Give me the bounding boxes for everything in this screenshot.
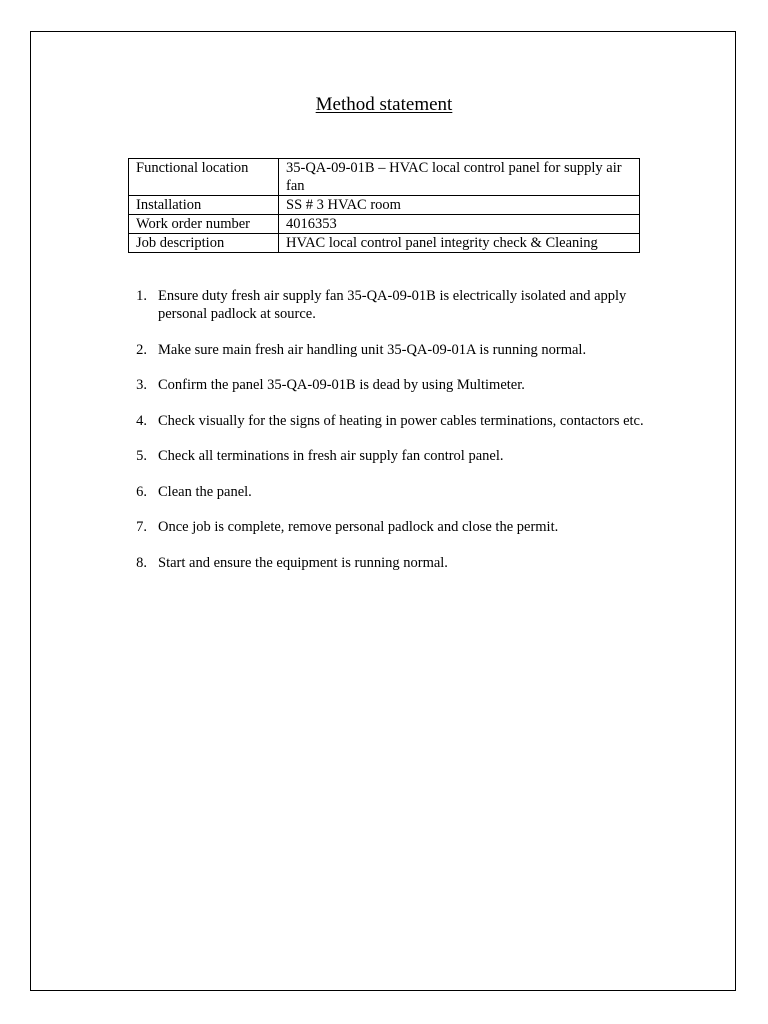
step-text: Start and ensure the equipment is running normal. (158, 554, 448, 571)
list-item (128, 518, 658, 536)
list-item (128, 483, 658, 501)
page-title (0, 93, 768, 117)
step-number: 8. (136, 554, 147, 571)
steps-list (128, 287, 658, 589)
step-text: Make sure main fresh air handling unit 35-QA-09-01A is running normal. (158, 341, 587, 358)
table-value-cell: HVAC local control panel integrity check & Cleaning (279, 234, 640, 253)
list-item (128, 447, 658, 465)
table-label-cell: Job description (129, 234, 279, 253)
table-label-cell: Functional location (129, 159, 279, 196)
step-text: Check visually for the signs of heating in power cables terminations, contactors etc. (158, 412, 644, 429)
step-text: Clean the panel. (158, 483, 252, 500)
table-value-cell: 35-QA-09-01B – HVAC local control panel for supply air fan (279, 159, 640, 196)
table-row (129, 159, 640, 196)
step-number: 6. (136, 483, 147, 500)
table-row (129, 196, 640, 215)
list-item (128, 554, 658, 572)
list-item (128, 376, 658, 394)
list-item (128, 412, 658, 430)
step-text: Confirm the panel 35-QA-09-01B is dead by using Multimeter. (158, 377, 525, 393)
list-item (128, 287, 658, 323)
table-row (129, 234, 640, 253)
step-number: 4. (136, 412, 147, 429)
table-value-cell: SS # 3 HVAC room (279, 196, 640, 215)
page-title-text: Method statement (315, 94, 453, 115)
step-text: Ensure duty fresh air supply fan 35-QA-09-01B is electrically isolated and apply personal padlock at source. (158, 288, 627, 322)
table-row (129, 215, 640, 234)
table-label-cell: Work order number (129, 215, 279, 234)
step-number: 3. (136, 377, 147, 393)
step-number: 1. (136, 288, 147, 304)
step-text: Once job is complete, remove personal padlock and close the permit. (158, 519, 559, 535)
table-value-cell: 4016353 (279, 215, 640, 234)
info-table (128, 158, 640, 253)
step-number: 5. (136, 448, 147, 464)
table-label-cell: Installation (129, 196, 279, 215)
step-number: 2. (136, 341, 147, 358)
list-item (128, 341, 658, 359)
step-text: Check all terminations in fresh air supply fan control panel. (158, 448, 504, 464)
step-number: 7. (136, 519, 147, 535)
